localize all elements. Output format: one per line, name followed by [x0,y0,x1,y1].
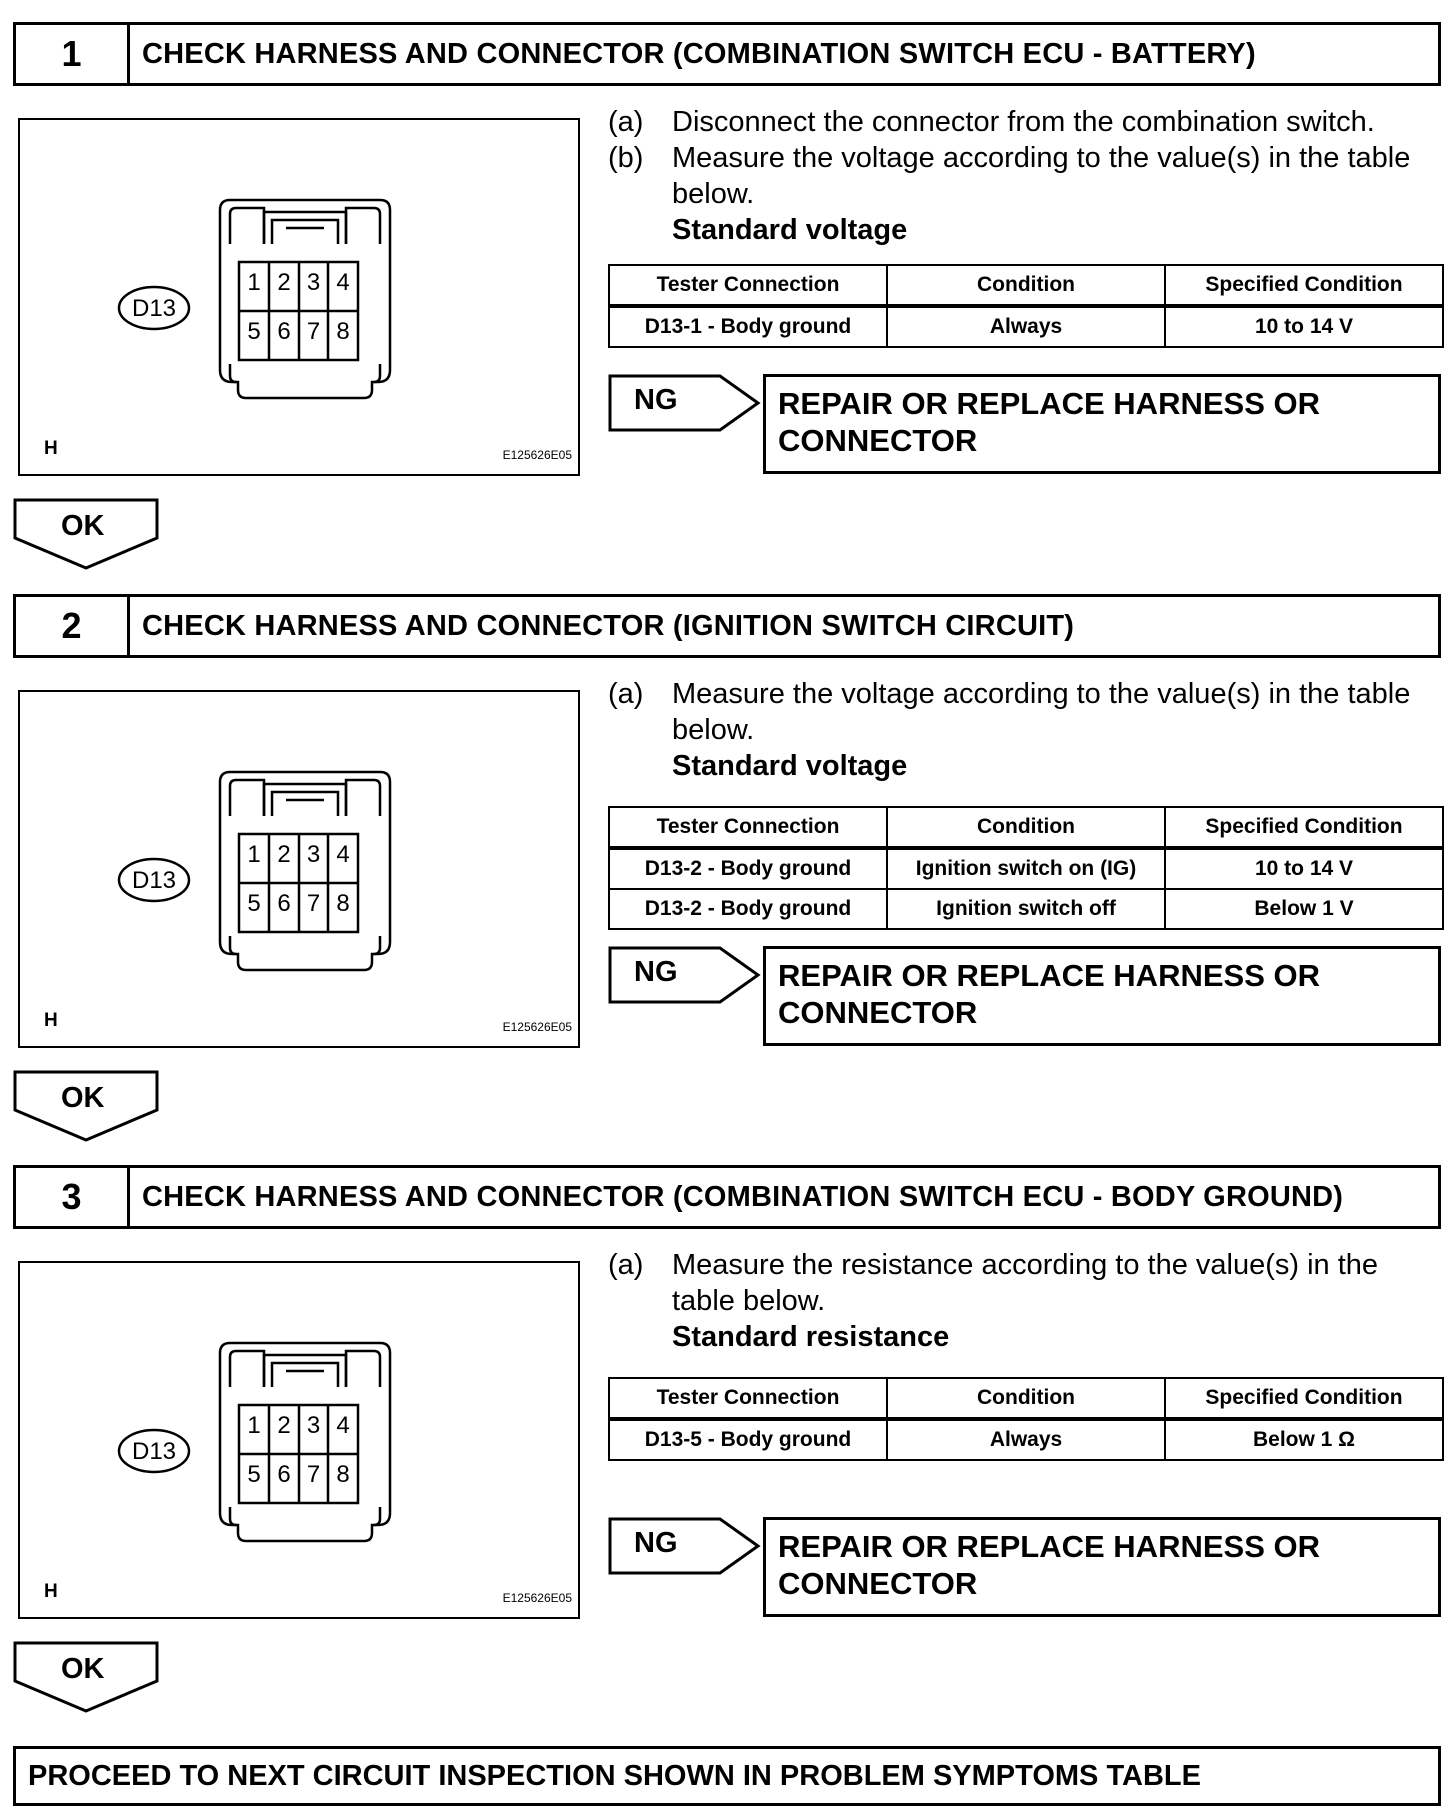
instruction-item [608,1247,1444,1319]
instruction-marker: (a) [608,1249,644,1281]
spec-table [608,806,1444,930]
table-cell: D13-1 - Body ground [609,306,887,347]
table-cell: Ignition switch off [887,889,1165,929]
step-header [13,22,1441,86]
ok-label: OK [61,1653,105,1685]
pin-number: 1 [247,1412,261,1439]
table-cell: D13-2 - Body ground [609,848,887,889]
instruction-item [608,676,1444,748]
table-header-cell: Tester Connection [609,1378,887,1419]
table-cell: D13-5 - Body ground [609,1419,887,1460]
connector-label: D13 [131,867,177,894]
pin-number: 3 [306,1412,321,1439]
table-header-cell: Condition [887,807,1165,848]
table-header-row [609,1378,1443,1419]
standard-label: Standard voltage [672,750,908,782]
table-cell: 10 to 14 V [1165,306,1443,347]
ng-arrow-icon [608,374,764,434]
connector-label: D13 [131,1438,177,1465]
instructions [608,104,1444,248]
ng-action-text: REPAIR OR REPLACE HARNESS OR CONNECTOR [778,958,1320,1030]
table-row [609,889,1443,929]
pin-number: 7 [306,318,321,345]
pin-number: 5 [247,890,261,917]
step-title: CHECK HARNESS AND CONNECTOR (COMBINATION SWITCH ECU - BODY GROUND) [142,1180,1344,1213]
connector-figure [18,690,580,1048]
figure-code: E125626E05 [502,1020,572,1034]
spec-table [608,264,1444,348]
step-header [13,594,1441,658]
ng-action-box [763,374,1441,474]
table-cell: Ignition switch on (IG) [887,848,1165,889]
connector-figure [18,1261,580,1619]
ng-label: NG [634,956,678,988]
table-cell: D13-2 - Body ground [609,889,887,929]
instruction-item [608,104,1444,140]
instructions [608,676,1444,784]
inspection-step [0,0,1456,572]
table-header-cell: Specified Condition [1165,265,1443,306]
pin-number: 4 [336,841,350,868]
figure-code: E125626E05 [502,1591,572,1605]
ng-arrow-icon [608,1517,764,1577]
pin-number: 6 [277,318,291,345]
table-header-cell: Condition [887,265,1165,306]
table-cell: 10 to 14 V [1165,848,1443,889]
standard-label: Standard resistance [672,1321,950,1353]
ng-action-text: REPAIR OR REPLACE HARNESS OR CONNECTOR [778,386,1320,458]
pin-number: 6 [277,890,291,917]
table-header-cell: Tester Connection [609,265,887,306]
table-cell: Always [887,306,1165,347]
ok-branch [13,1641,163,1720]
step-number: 3 [16,1168,130,1226]
instruction-item [608,140,1444,212]
connector-label: D13 [131,295,177,322]
ng-arrow-icon [608,946,764,1006]
ok-label: OK [61,1082,105,1114]
inspection-step [0,1143,1456,1715]
standard-label: Standard voltage [672,214,908,246]
figure-corner-letter: H [44,1581,58,1602]
pin-number: 8 [336,1461,350,1488]
pin-number: 1 [247,269,261,296]
table-cell: Below 1 Ω [1165,1419,1443,1460]
table-header-row [609,807,1443,848]
connector-diagram [20,692,582,1050]
step-number: 2 [16,597,130,655]
table-cell: Below 1 V [1165,889,1443,929]
pin-number: 2 [277,269,291,296]
final-action-text: PROCEED TO NEXT CIRCUIT INSPECTION SHOWN IN PROBLEM SYMPTOMS TABLE [28,1759,1201,1792]
step-header [13,1165,1441,1229]
table-header-cell: Condition [887,1378,1165,1419]
ok-label: OK [61,510,105,542]
pin-number: 6 [277,1461,291,1488]
table-row [609,1419,1443,1460]
figure-code: E125626E05 [502,448,572,462]
pin-number: 2 [277,841,291,868]
pin-number: 3 [306,269,321,296]
instruction-marker: (a) [608,106,644,138]
inspection-step [0,572,1456,1144]
pin-number: 5 [247,1461,261,1488]
ng-label: NG [634,384,678,416]
table-cell: Always [887,1419,1165,1460]
ok-branch [13,1070,163,1149]
pin-number: 7 [306,890,321,917]
ng-action-text: REPAIR OR REPLACE HARNESS OR CONNECTOR [778,1529,1320,1601]
ok-branch [13,498,163,577]
table-header-cell: Specified Condition [1165,1378,1443,1419]
spec-table [608,1377,1444,1461]
table-header-cell: Specified Condition [1165,807,1443,848]
table-row [609,848,1443,889]
instruction-text: Measure the voltage according to the value(s) in the table below. [672,142,1411,210]
instruction-text: Measure the resistance according to the value(s) in the table below. [672,1249,1379,1317]
step-number: 1 [16,25,130,83]
connector-figure [18,118,580,476]
pin-number: 3 [306,841,321,868]
instruction-text: Measure the voltage according to the value(s) in the table below. [672,678,1411,746]
step-title: CHECK HARNESS AND CONNECTOR (COMBINATION SWITCH ECU - BATTERY) [142,37,1256,70]
table-header-cell: Tester Connection [609,807,887,848]
pin-number: 8 [336,890,350,917]
ng-action-box [763,1517,1441,1617]
pin-number: 7 [306,1461,321,1488]
table-row [609,306,1443,347]
pin-number: 5 [247,318,261,345]
instruction-text: Disconnect the connector from the combination switch. [672,106,1375,138]
instruction-marker: (a) [608,678,644,710]
figure-corner-letter: H [44,1010,58,1031]
table-header-row [609,265,1443,306]
step-title: CHECK HARNESS AND CONNECTOR (IGNITION SWITCH CIRCUIT) [142,609,1075,642]
pin-number: 1 [247,841,261,868]
connector-diagram [20,1263,582,1621]
figure-corner-letter: H [44,438,58,459]
pin-number: 4 [336,269,350,296]
connector-diagram [20,120,582,478]
pin-number: 4 [336,1412,350,1439]
ng-label: NG [634,1527,678,1559]
instruction-marker: (b) [608,142,644,174]
ng-action-box [763,946,1441,1046]
pin-number: 2 [277,1412,291,1439]
instructions [608,1247,1444,1355]
pin-number: 8 [336,318,350,345]
final-action-box [13,1746,1441,1806]
